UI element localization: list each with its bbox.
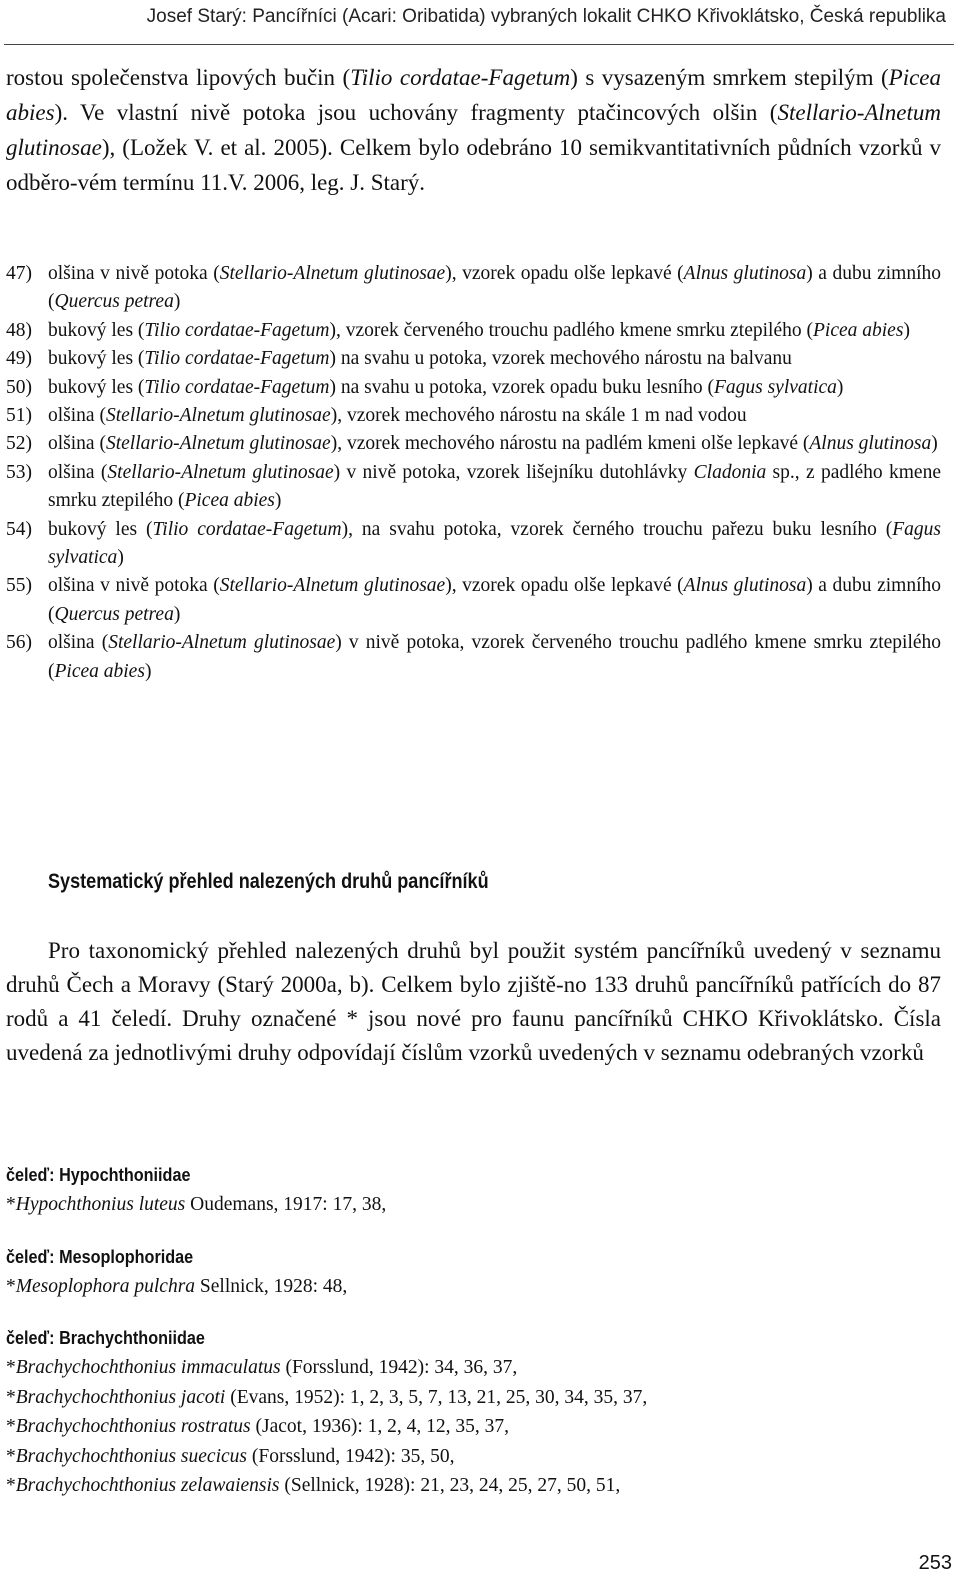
family-heading: čeleď: Mesoplophoridae (6, 1246, 194, 1267)
sample-fragment: ) na svahu u potoka, vzorek mechového nárostu na balvanu (329, 348, 792, 370)
overview-paragraph (6, 934, 941, 1070)
taxon-name: Fagus sylvatica (713, 376, 837, 398)
overview-text: Pro taxonomický přehled nalezených druhů byl použit systém pancířníků uvedený v seznamu druhů Čech a Moravy (Starý 2000a, b). Celkem bylo zjiště-no 133 druhů pancířníků patřících do 87 rodů a 41 čeledí. Druhy označené * jsou nové pro faunu pancířníků CHKO Křivoklátsko. Čísla uvedená za jednotlivými druhy odpovídají číslům vzorků uvedených v seznamu odebraných vzorků (6, 938, 941, 1065)
species-authority-samples: (Evans, 1952): 1, 2, 3, 5, 7, 13, 21, 25, 30, 34, 35, 37, (225, 1386, 648, 1408)
sample-fragment: olšina v nivě potoka ( (48, 263, 220, 284)
spacer (6, 1301, 941, 1323)
sample-fragment: ) (274, 490, 282, 512)
sample-fragment: olšina ( (48, 461, 108, 483)
sample-item (6, 345, 941, 373)
sample-list (6, 260, 941, 686)
sample-fragment: ) (173, 291, 181, 313)
taxon-name: Alnus glutinosa (683, 263, 807, 284)
new-species-marker: * (6, 1194, 16, 1215)
species-entry (6, 1190, 941, 1220)
sample-item (6, 317, 941, 345)
sample-text (48, 516, 941, 573)
species-authority-samples: (Jacot, 1936): 1, 2, 4, 12, 35, 37, (250, 1416, 509, 1437)
species-name: Brachychochthonius immaculatus (15, 1357, 281, 1378)
sample-number: 56) (6, 632, 32, 654)
sample-text (48, 345, 941, 373)
sample-fragment: ) (117, 547, 124, 569)
species-entry (6, 1442, 941, 1472)
taxon-name: Tilio cordatae-Fagetum (144, 319, 330, 341)
species-authority-samples: (Forsslund, 1942): 34, 36, 37, (280, 1357, 518, 1378)
taxon-name: Alnus glutinosa (809, 433, 932, 455)
intro-taxon: Stellario-Alnetum glutinosae (6, 100, 941, 160)
sample-fragment: ) a dubu zimního ( (48, 263, 942, 313)
species-authority-samples: (Forsslund, 1942): 35, 50, (246, 1445, 455, 1467)
sample-item (6, 459, 941, 516)
sample-number: 49) (6, 348, 32, 370)
sample-fragment: sp., z padlého kmene smrku ztepilého ( (48, 461, 941, 512)
sample-number: 54) (6, 518, 32, 540)
sample-fragment: ) v nivě potoka, vzorek červeného trouchu padlého kmene smrku ztepilého ( (48, 632, 942, 682)
sample-fragment: bukový les ( (48, 376, 145, 398)
taxon-name: Stellario-Alnetum glutinosae (219, 575, 446, 597)
sample-fragment: ) (144, 660, 152, 682)
intro-text: rostou společenstva lipových bučin ( (6, 65, 351, 90)
sample-fragment: ), vzorek opadu olše lepkavé ( (445, 575, 684, 597)
taxon-name: Picea abies (184, 490, 275, 512)
taxon-name: Fagus sylvatica (48, 518, 941, 569)
species-name: Brachychochthonius zelawaiensis (15, 1475, 280, 1496)
sample-item (6, 629, 941, 686)
sample-number: 51) (6, 405, 32, 427)
sample-fragment: olšina ( (48, 405, 106, 427)
new-species-marker: * (6, 1416, 16, 1437)
sample-fragment: ) a dubu zimního ( (48, 575, 942, 625)
species-authority-samples: (Sellnick, 1928): 21, 23, 24, 25, 27, 50, 51, (279, 1475, 621, 1496)
new-species-marker: * (6, 1445, 16, 1467)
sample-text (48, 430, 941, 458)
sample-fragment: ) (931, 433, 938, 455)
taxon-name: Stellario-Alnetum glutinosae (105, 405, 331, 427)
sample-item (6, 572, 941, 629)
sample-number: 52) (6, 433, 32, 455)
species-entry (6, 1383, 941, 1413)
sample-fragment: ), vzorek mechového nárostu na padlém kmeni olše lepkavé ( (330, 433, 810, 455)
sample-text (48, 317, 941, 345)
taxon-name: Tilio cordatae-Fagetum (144, 376, 330, 398)
taxon-name: Tilio cordatae-Fagetum (144, 348, 330, 370)
species-entry (6, 1272, 941, 1302)
taxon-name: Tilio cordatae-Fagetum (152, 518, 342, 540)
intro-taxon: Tilio cordatae-Fagetum (350, 65, 571, 90)
taxon-name: Stellario-Alnetum glutinosae (108, 632, 336, 654)
sample-fragment: olšina v nivě potoka ( (48, 575, 220, 597)
section-heading: Systematický přehled nalezených druhů pancířníků (48, 870, 489, 893)
running-header: Josef Starý: Pancířníci (Acari: Oribatida) vybraných lokalit CHKO Křivoklátsko, Česká republika (146, 6, 946, 27)
species-name: Brachychochthonius rostratus (15, 1416, 251, 1437)
sample-fragment: ) (836, 376, 844, 398)
species-name: Mesoplophora pulchra (15, 1275, 196, 1297)
species-name: Brachychochthonius suecicus (15, 1445, 247, 1467)
sample-fragment: ), vzorek mechového nárostu na skále 1 m nad vodou (330, 405, 747, 427)
sample-number: 48) (6, 319, 32, 341)
intro-text: ), (Ložek V. et al. 2005). Celkem bylo odebráno 10 semikvantitativních půdních vzorků v odběro-vém termínu 11.V. 2006, leg. J. Starý. (6, 135, 941, 195)
species-list (6, 1160, 941, 1501)
taxon-name: Cladonia (693, 461, 767, 483)
sample-fragment: ) (903, 319, 910, 341)
intro-taxon: Picea abies (6, 65, 941, 125)
taxon-name: Quercus petrea (54, 603, 174, 625)
species-entry (6, 1412, 941, 1442)
sample-number: 50) (6, 376, 32, 398)
sample-fragment: olšina ( (48, 433, 106, 455)
taxon-name: Stellario-Alnetum glutinosae (107, 461, 334, 483)
species-entry (6, 1353, 941, 1383)
sample-fragment: olšina ( (48, 632, 109, 654)
sample-text (48, 629, 941, 686)
family-heading: čeleď: Hypochthoniidae (6, 1165, 191, 1185)
sample-text (48, 260, 941, 317)
sample-fragment: ), vzorek červeného trouchu padlého kmene smrku ztepilého ( (329, 319, 813, 341)
sample-fragment: ), vzorek opadu olše lepkavé ( (445, 263, 684, 284)
spacer (6, 1220, 941, 1242)
sample-item (6, 402, 941, 430)
new-species-marker: * (6, 1475, 16, 1496)
new-species-marker: * (6, 1386, 16, 1408)
sample-fragment: bukový les ( (48, 319, 145, 341)
new-species-marker: * (6, 1357, 16, 1378)
sample-fragment: ) na svahu u potoka, vzorek opadu buku lesního ( (329, 376, 714, 398)
header-rule (4, 44, 954, 45)
sample-item (6, 430, 941, 458)
sample-fragment: ) (173, 603, 181, 625)
family-heading: čeleď: Brachychthoniidae (6, 1328, 205, 1348)
species-name: Brachychochthonius jacoti (15, 1386, 226, 1408)
sample-item (6, 516, 941, 573)
taxon-name: Picea abies (54, 660, 145, 682)
species-name: Hypochthonius luteus (15, 1194, 186, 1215)
taxon-name: Stellario-Alnetum glutinosae (219, 263, 446, 284)
sample-fragment: bukový les ( (48, 348, 145, 370)
taxon-name: Alnus glutinosa (683, 575, 807, 597)
sample-item (6, 260, 941, 317)
sample-number: 47) (6, 263, 32, 284)
sample-fragment: ) v nivě potoka, vzorek lišejníku dutohlávky (333, 461, 694, 483)
sample-number: 55) (6, 575, 32, 597)
species-authority-samples: Oudemans, 1917: 17, 38, (185, 1194, 387, 1215)
sample-text (48, 459, 941, 516)
sample-text (48, 402, 941, 430)
sample-fragment: bukový les ( (48, 518, 153, 540)
new-species-marker: * (6, 1275, 16, 1297)
page-number: 253 (918, 1552, 952, 1574)
sample-text (48, 374, 941, 402)
species-entry (6, 1471, 941, 1501)
sample-number: 53) (6, 461, 32, 483)
taxon-name: Picea abies (813, 319, 904, 341)
taxon-name: Quercus petrea (54, 291, 174, 313)
intro-text: ) s vysazeným smrkem stepilým ( (570, 65, 889, 90)
sample-text (48, 572, 941, 629)
sample-item (6, 374, 941, 402)
sample-fragment: ), na svahu potoka, vzorek černého trouchu pařezu buku lesního ( (341, 518, 893, 540)
intro-paragraph (6, 60, 941, 200)
intro-text: ). Ve vlastní nivě potoka jsou uchovány fragmenty ptačincových olšin ( (54, 100, 778, 125)
species-authority-samples: Sellnick, 1928: 48, (195, 1275, 348, 1297)
taxon-name: Stellario-Alnetum glutinosae (105, 433, 331, 455)
